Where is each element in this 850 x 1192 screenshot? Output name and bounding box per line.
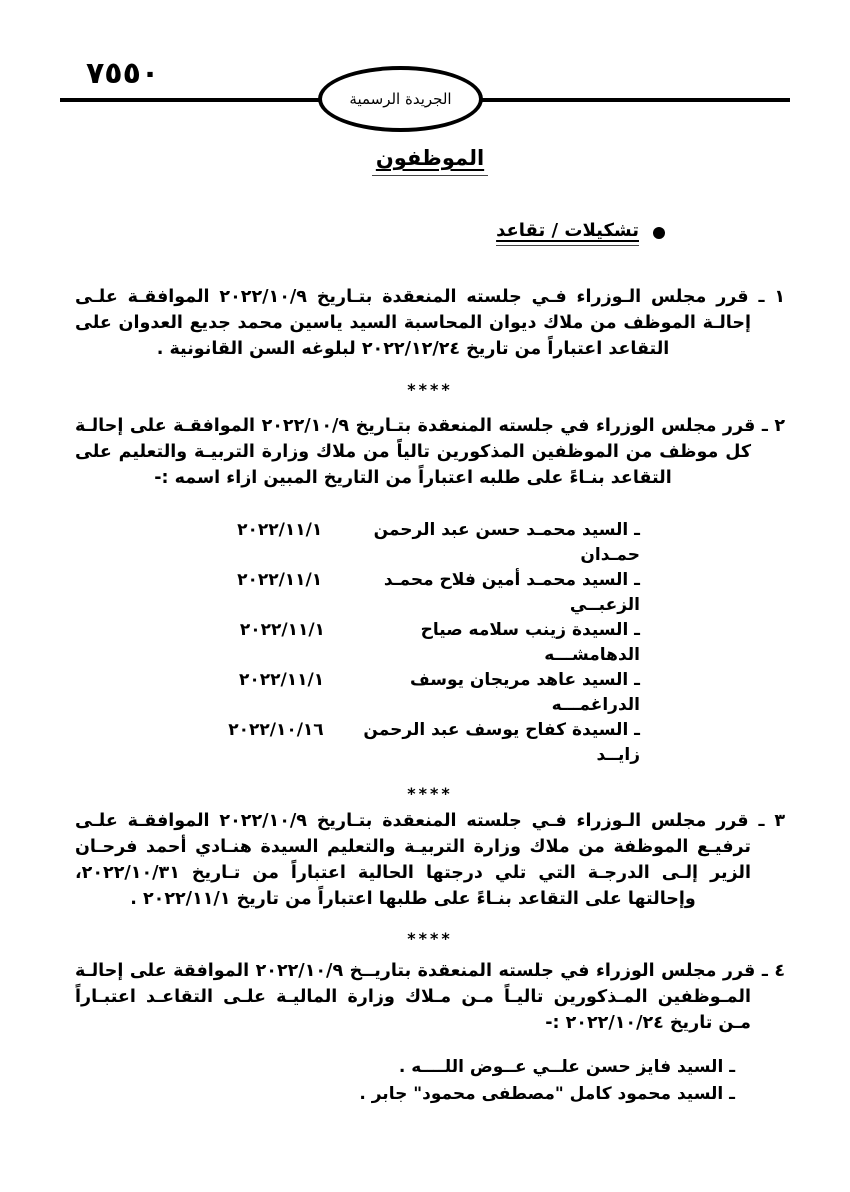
bullet-icon <box>653 227 665 239</box>
retiree-row <box>215 568 640 618</box>
decision-item-2 <box>75 413 785 491</box>
section-separator: **** <box>407 783 453 803</box>
section-separator: **** <box>407 929 453 948</box>
page-number: ٧٥٥٠ <box>86 56 160 91</box>
retiree-name: ـ السيد عاهد مريجان يوسف الدراغمـــه <box>410 669 640 715</box>
decision-item-3 <box>75 808 785 912</box>
retiree-row <box>215 668 640 718</box>
retiree-name: ـ السيدة كفاح يوسف عبد الرحمن زايــد <box>363 719 640 765</box>
section-separator: **** <box>407 379 453 399</box>
decision-number: ٢ ـ <box>761 415 786 436</box>
finance-retiree-row: ـ السيد فايز حسن علــي عــوض اللــــه . <box>398 1056 735 1077</box>
decision-number: ٤ ـ <box>761 961 785 981</box>
decision-number: ٣ ـ <box>758 810 786 831</box>
finance-retiree-row: ـ السيد محمود كامل "مصطفى محمود" جابر . <box>359 1083 735 1104</box>
decision-text: قرر مجلس الوزراء في جلسته المنعقدة بتاريــخ ٢٠٢٢/١٠/٩ الموافقة على إحالـة المـوظفين المـذكورين تاليـاً مـن مـلاك وزارة الماليـة علـى التقاعـد اعتبـاراً مـن تاريخ ٢٠٢٢/١٠/٢٤ :- <box>75 961 756 1033</box>
section-heading-row <box>75 220 665 246</box>
retiree-name: ـ السيد محمـد حسن عبد الرحمن حمـدان <box>373 519 640 565</box>
retiree-date: ٢٠٢٢/١١/١ <box>237 569 323 590</box>
retiree-name: ـ السيدة زينب سلامه صياح الدهامشـــه <box>420 619 640 665</box>
retiree-date: ٢٠٢٢/١١/١ <box>239 669 325 690</box>
decision-item-4 <box>75 958 785 1036</box>
retiree-date: ٢٠٢٢/١١/١ <box>239 619 325 640</box>
finance-retirees-list <box>75 1054 735 1108</box>
decision-text: قرر مجلس الـوزراء فـي جلسته المنعقدة بتـاريخ ٢٠٢٢/١٠/٩ الموافقـة علـى ترفيـع الموظفة من ملاك وزارة التربيـة والتعليم السيدة هنـادي أحمد فرحـان الزير إلـى الدرجـة التي تلي درجتها الحالية اعتباراً من تـاريخ ٢٠٢٢/١٠/٣١، وإحالتها على التقاعد بنـاءً على طلبها اعتباراً من تاريخ ٢٠٢٢/١١/١ . <box>75 810 751 909</box>
decision-text: قرر مجلس الـوزراء فـي جلسته المنعقدة بتـاريخ ٢٠٢٢/١٠/٩ الموافقـة علـى إحالـة الموظف من ملاك ديوان المحاسبة السيد ياسين محمد جديع العدوان على التقاعد اعتباراً من تاريخ ٢٠٢٢/١٢/٢٤ لبلوغه السن القانونية . <box>75 287 751 359</box>
retiree-row <box>215 618 640 668</box>
page-header <box>0 0 850 140</box>
page-title: الموظفون <box>372 146 488 176</box>
retiree-name: ـ السيد محمـد أمين فلاح محمـد الزعبــي <box>383 569 640 615</box>
section-heading: تشكيلات / تقاعد <box>496 220 639 246</box>
decision-text: قرر مجلس الوزراء في جلسته المنعقدة بتـاريخ ٢٠٢٢/١٠/٩ الموافقـة على إحالـة كل موظف من الموظفين المذكورين تالياً من ملاك وزارة التربيـة والتعليم على التقاعد بنـاءً على طلبه اعتباراً من التاريخ المبين ازاء اسمه :- <box>75 415 756 488</box>
decision-number: ١ ـ <box>758 287 786 307</box>
decision-item-1 <box>75 284 785 362</box>
retiree-date: ٢٠٢٢/١١/١ <box>237 519 323 540</box>
gazette-name: الجريدة الرسمية <box>349 90 452 108</box>
retirees-list <box>215 518 640 768</box>
retiree-date: ٢٠٢٢/١٠/١٦ <box>228 719 324 740</box>
gazette-oval-badge <box>318 66 483 132</box>
retiree-row <box>215 518 640 568</box>
retiree-row <box>215 718 640 768</box>
